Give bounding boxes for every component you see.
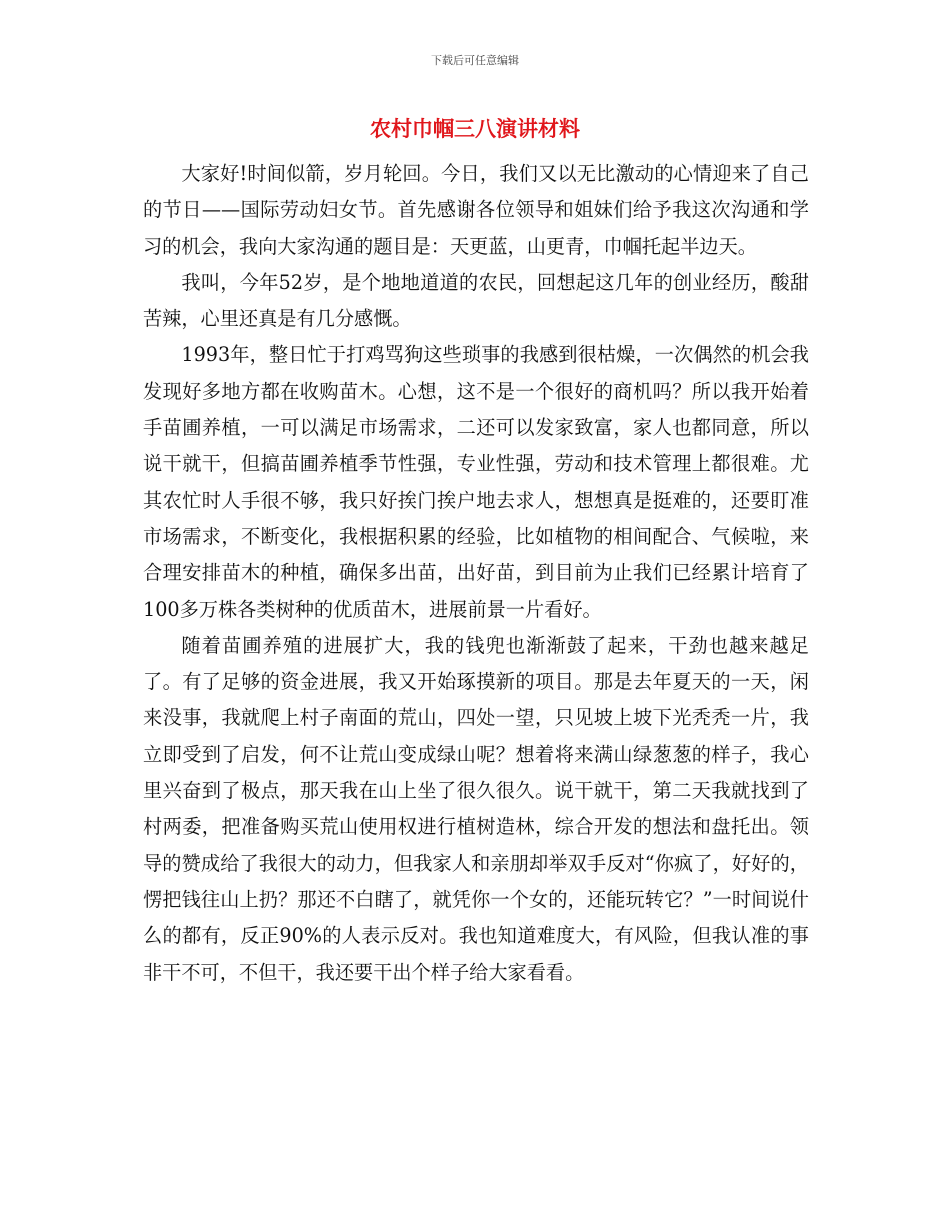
document-body	[143, 156, 809, 991]
document-title: 农村巾帼三八演讲材料	[370, 116, 580, 141]
paragraph-1: 大家好!时间似箭，岁月轮回。今日，我们又以无比激动的心情迎来了自己的节日——国际劳动妇女节。首先感谢各位领导和姐妹们给予我这次沟通和学习的机会，我向大家沟通的题目是：天更蓝，山更青，巾帼托起半边天。	[143, 162, 809, 258]
header-note: 下载后可任意编辑	[431, 54, 519, 67]
paragraph-2: 我叫，今年52岁，是个地地道道的农民，回想起这几年的创业经历，酸甜苦辣，心里还真是有几分感慨。	[143, 270, 809, 331]
paragraph-3: 1993年，整日忙于打鸡骂狗这些琐事的我感到很枯燥，一次偶然的机会我发现好多地方都在收购苗木。心想，这不是一个很好的商机吗？所以我开始着手苗圃养植，一可以满足市场需求，二还可以发家致富，家人也都同意，所以说干就干，但搞苗圃养植季节性强，专业性强，劳动和技术管理上都很难。尤其农忙时人手很不够，我只好挨门挨户地去求人，想想真是挺难的，还要盯准市场需求，不断变化，我根据积累的经验，比如植物的相间配合、气候啦，来合理安排苗木的种植，确保多出苗，出好苗，到目前为止我们已经累计培育了100多万株各类树种的优质苗木，进展前景一片看好。	[143, 343, 809, 621]
paragraph-4: 随着苗圃养殖的进展扩大，我的钱兜也渐渐鼓了起来，干劲也越来越足了。有了足够的资金进展，我又开始琢摸新的项目。那是去年夏天的一天，闲来没事，我就爬上村子南面的荒山，四处一望，只见坡上坡下光秃秃一片，我立即受到了启发，何不让荒山变成绿山呢？想着将来满山绿葱葱的样子，我心里兴奋到了极点，那天我在山上坐了很久很久。说干就干，第二天我就找到了村两委，把准备购买荒山使用权进行植树造林，综合开发的想法和盘托出。领导的赞成给了我很大的动力，但我家人和亲朋却举双手反对“你疯了，好好的，愣把钱往山上扔？那还不白瞎了，就凭你一个女的，还能玩转它？”一时间说什么的都有，反正90%的人表示反对。我也知道难度大，有风险，但我认准的事非干不可，不但干，我还要干出个样子给大家看看。	[143, 633, 809, 984]
